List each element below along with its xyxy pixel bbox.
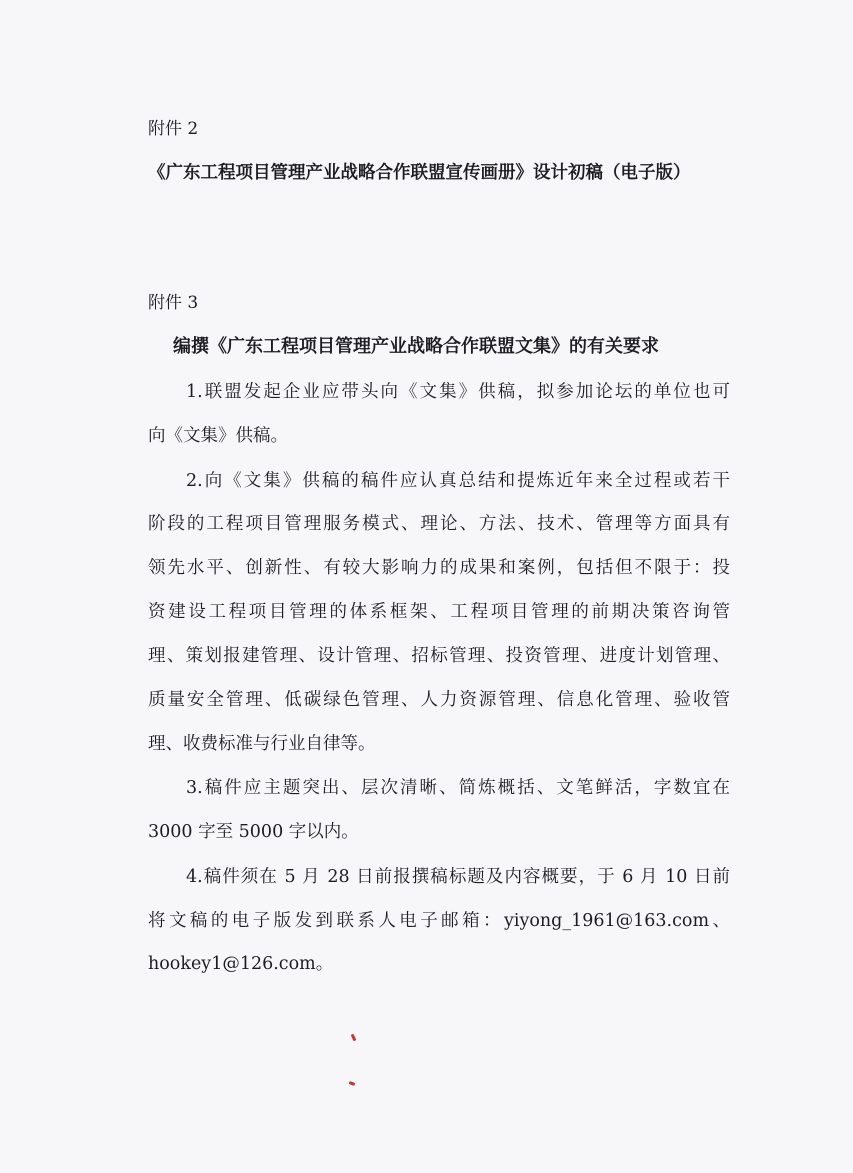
paragraph-line: 质量安全管理、低碳绿色管理、人力资源管理、信息化管理、验收管 <box>148 690 730 710</box>
scan-speck <box>349 1081 356 1086</box>
attachment-3-title: 编撰《广东工程项目管理产业战略合作联盟文集》的有关要求 <box>173 336 659 357</box>
paragraph-line: 3.稿件应主题突出、层次清晰、简炼概括、文笔鲜活，字数宜在 <box>186 778 730 798</box>
paragraph-line: 资建设工程项目管理的体系框架、工程项目管理的前期决策咨询管 <box>148 602 730 622</box>
paragraph-line: 3000 字至 5000 字以内。 <box>148 822 359 842</box>
paragraph-line: 阶段的工程项目管理服务模式、理论、方法、技术、管理等方面具有 <box>148 514 730 534</box>
paragraph-line: 4.稿件须在 5 月 28 日前报撰稿标题及内容概要，于 6 月 10 日前 <box>186 867 730 887</box>
paragraph-line: hookey1@126.com。 <box>148 954 334 974</box>
attachment-2-label: 附件 2 <box>148 119 199 139</box>
paragraph-line: 1.联盟发起企业应带头向《文集》供稿，拟参加论坛的单位也可 <box>186 382 730 402</box>
paragraph-line: 向《文集》供稿。 <box>148 426 288 446</box>
paragraph-line: 理、策划报建管理、设计管理、招标管理、投资管理、进度计划管理、 <box>148 646 730 666</box>
paragraph-line: 理、收费标准与行业自律等。 <box>148 734 376 754</box>
attachment-2-title: 《广东工程项目管理产业战略合作联盟宣传画册》设计初稿（电子版） <box>148 163 691 183</box>
scan-speck <box>351 1034 357 1042</box>
paragraph-line: 领先水平、创新性、有较大影响力的成果和案例，包括但不限于：投 <box>148 558 730 578</box>
attachment-3-label: 附件 3 <box>148 293 199 313</box>
paragraph-line: 将文稿的电子版发到联系人电子邮箱：yiyong_1961@163.com、 <box>148 911 730 931</box>
paragraph-line: 2.向《文集》供稿的稿件应认真总结和提炼近年来全过程或若干 <box>186 471 730 491</box>
